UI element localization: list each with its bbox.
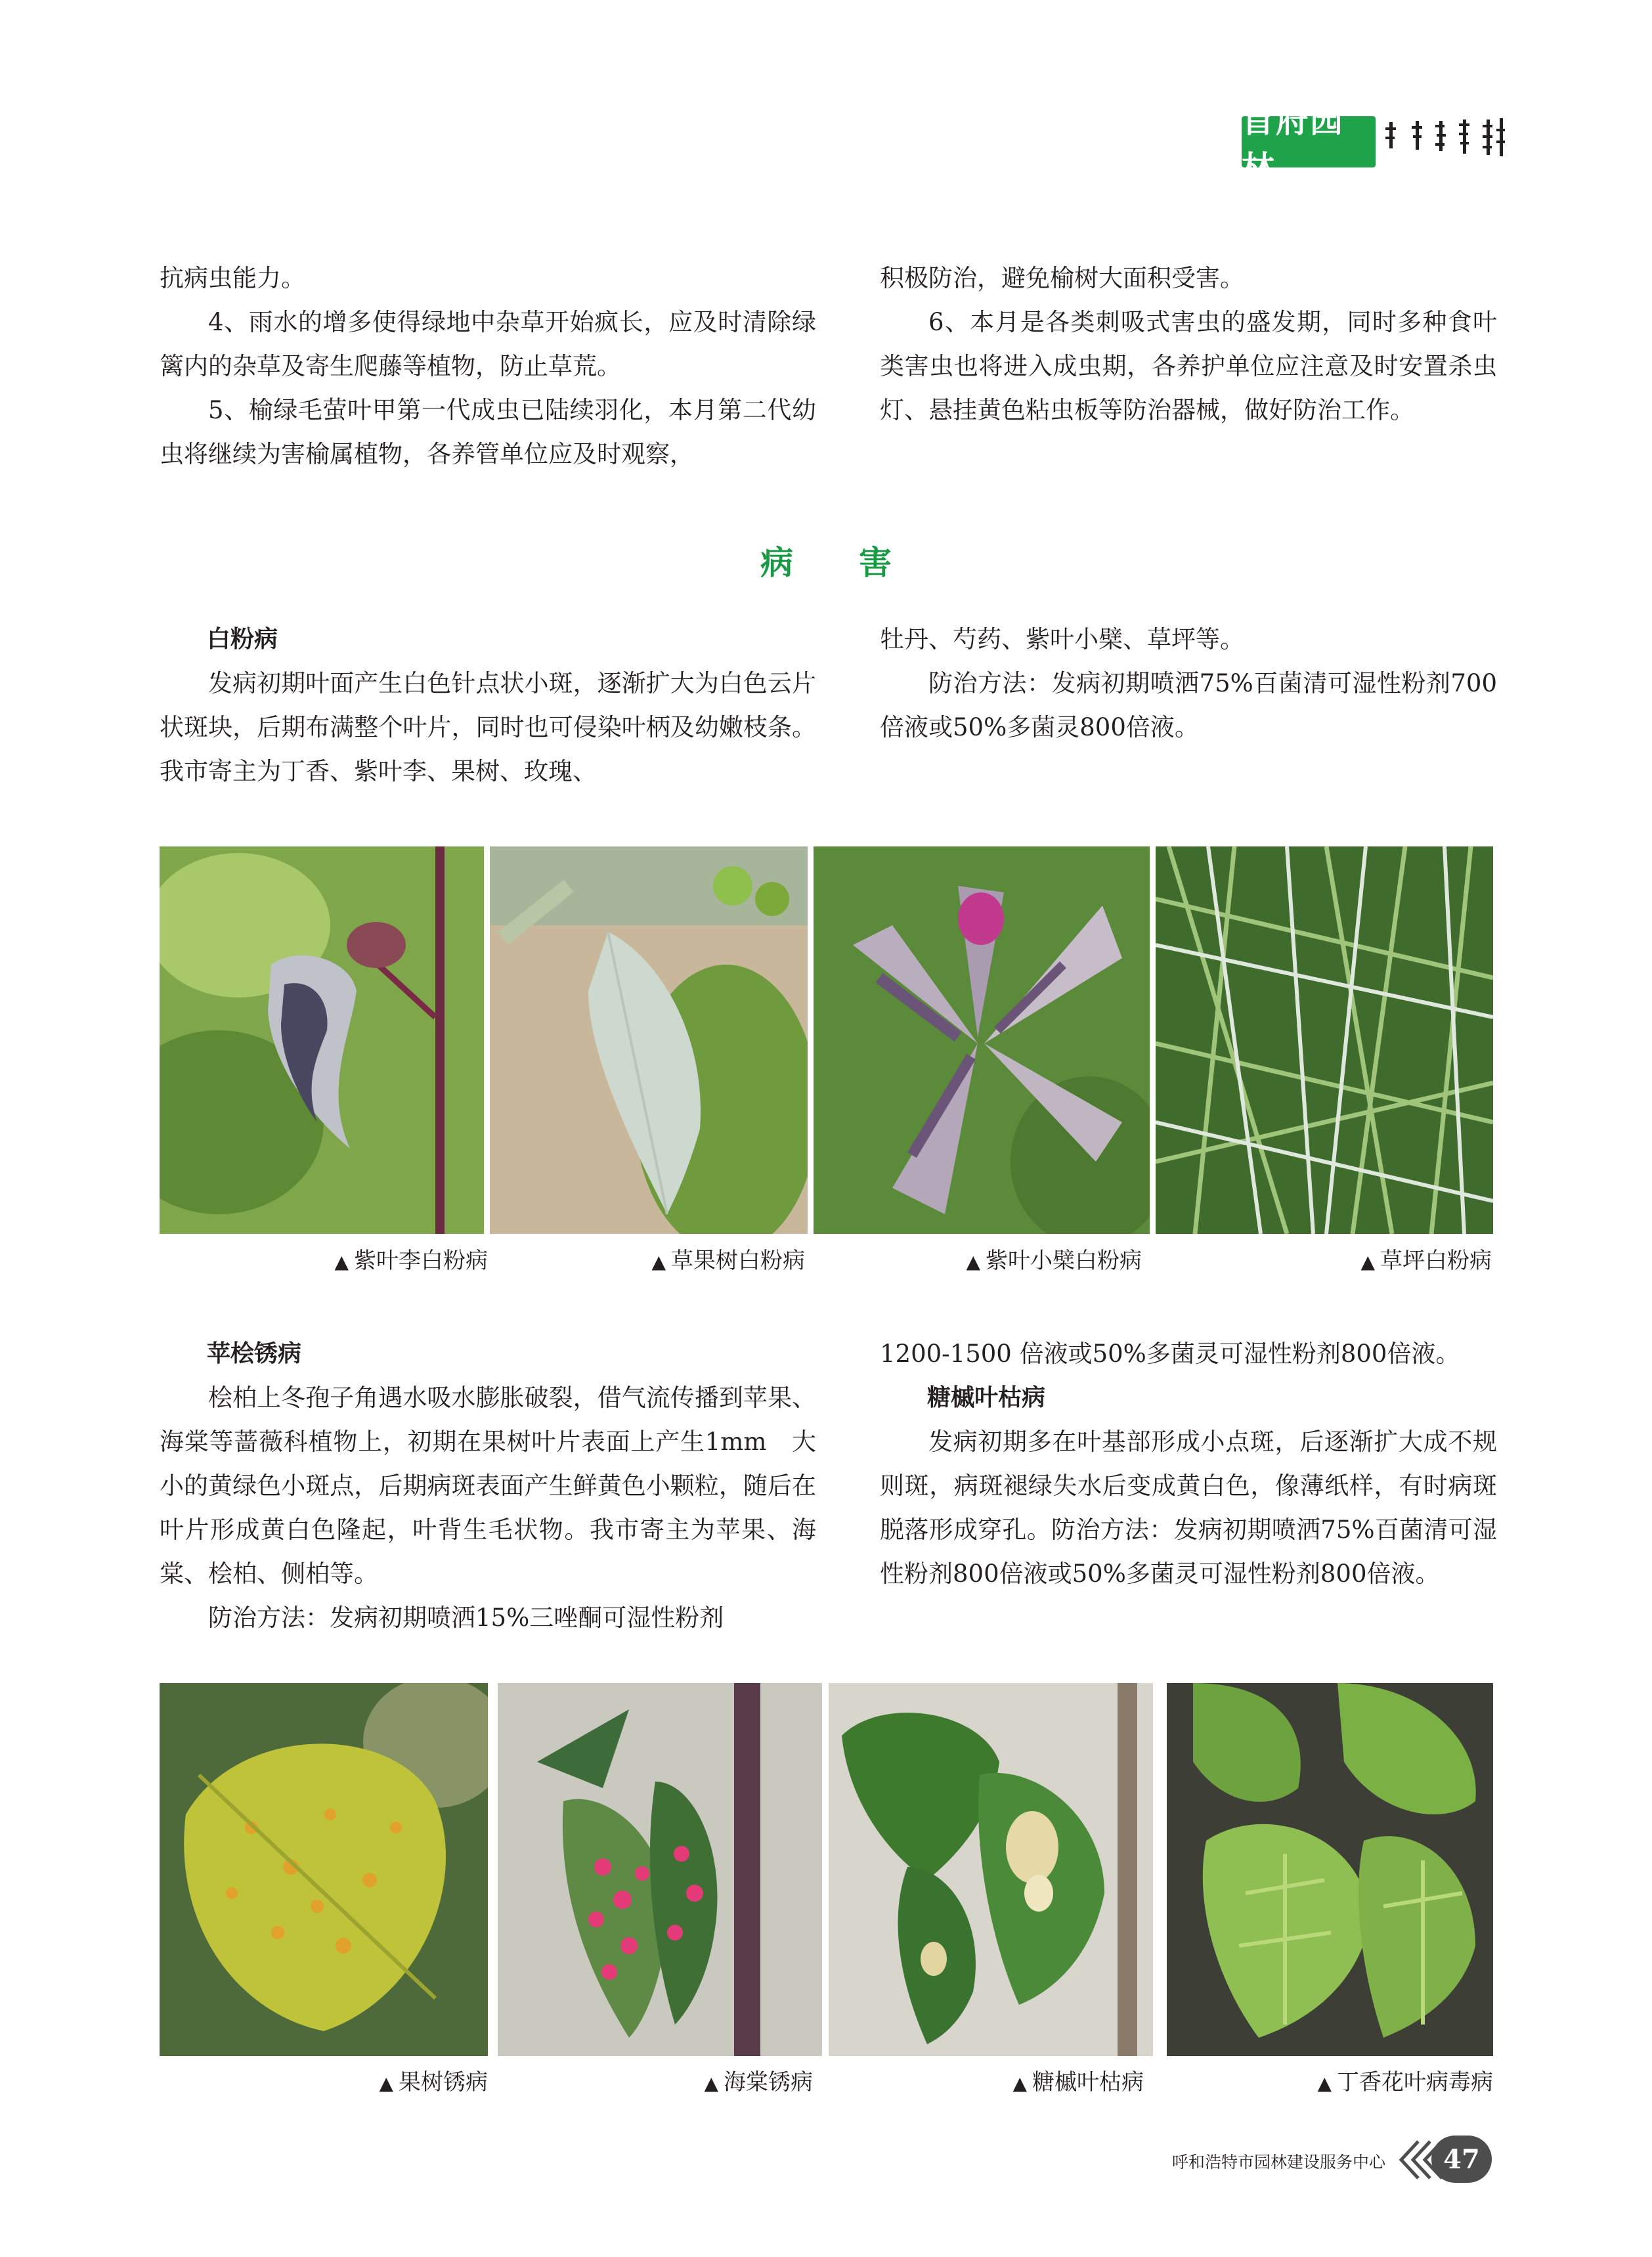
paragraph: 4、雨水的增多使得绿地中杂草开始疯长，应及时清除绿篱内的杂草及寄生爬藤等植物，防止草荒。 [160, 308, 816, 380]
triangle-icon: ▲ [704, 2072, 718, 2094]
photo-crabapple-rust [498, 1683, 822, 2056]
photo-lawn-powdery-mildew [1156, 846, 1493, 1234]
powdery-right-column [880, 617, 1497, 749]
caption-text: 果树锈病 [399, 2069, 488, 2095]
caption-text: 紫叶小檗白粉病 [986, 1248, 1142, 1274]
section-title-char: 病 [760, 544, 793, 582]
subsection-title: 白粉病 [207, 626, 278, 653]
rust-right-column [880, 1332, 1497, 1596]
powdery-left-column [160, 617, 816, 793]
paragraph: 积极防治，避免榆树大面积受害。 [880, 264, 1244, 292]
triangle-icon: ▲ [379, 2072, 393, 2094]
paragraph: 6、本月是各类刺吸式害虫的盛发期，同时多种食叶类害虫也将进入成虫期，各养护单位应注意及时安置杀虫灯、悬挂黄色粘虫板等防治器械，做好防治工作。 [880, 308, 1497, 424]
photo-fruit-tree-rust [160, 1683, 488, 2056]
mongolian-script-logo [1384, 117, 1506, 159]
caption [490, 1242, 805, 1275]
paragraph: 牡丹、芍药、紫叶小檗、草坪等。 [880, 625, 1244, 653]
magazine-logo: 首府园林 [1242, 116, 1376, 167]
triangle-icon: ▲ [1360, 1251, 1375, 1273]
paragraph: 抗病虫能力。 [160, 264, 305, 292]
photo-lilac-mosaic-virus [1167, 1683, 1493, 2056]
photo-maple-leaf-blight [829, 1683, 1153, 2056]
caption-text: 草坪白粉病 [1380, 1248, 1492, 1274]
caption-text: 紫叶李白粉病 [354, 1248, 488, 1274]
subsection-title: 糖槭叶枯病 [927, 1384, 1046, 1411]
triangle-icon: ▲ [1012, 2072, 1027, 2094]
caption [829, 2064, 1144, 2096]
rust-left-column [160, 1332, 816, 1640]
caption [814, 1242, 1142, 1275]
triangle-icon: ▲ [334, 1251, 349, 1273]
caption [160, 2064, 488, 2096]
paragraph: 发病初期叶面产生白色针点状小斑，逐渐扩大为白色云片状斑块，后期布满整个叶片，同时也可侵染叶柄及幼嫩枝条。我市寄主为丁香、紫叶李、果树、玫瑰、 [160, 669, 816, 785]
photo-barberry-powdery-mildew [814, 846, 1150, 1234]
subsection-title: 苹桧锈病 [207, 1340, 302, 1367]
paragraph: 防治方法：发病初期喷洒75%百菌清可湿性粉剂700倍液或50%多菌灵800倍液。 [880, 669, 1497, 741]
footer-organization: 呼和浩特市园林建设服务中心 [1171, 2153, 1385, 2172]
top-left-column [160, 256, 816, 476]
paragraph: 1200-1500 倍液或50%多菌灵可湿性粉剂800倍液。 [880, 1340, 1460, 1368]
triangle-icon: ▲ [1317, 2072, 1332, 2094]
section-title-char: 害 [859, 544, 892, 582]
triangle-icon: ▲ [651, 1251, 666, 1273]
paragraph: 5、榆绿毛萤叶甲第一代成虫已陆续羽化，本月第二代幼虫将继续为害榆属植物，各养管单位应及时观察， [160, 396, 816, 468]
caption [1156, 1242, 1492, 1275]
caption [1167, 2064, 1493, 2096]
caption-text: 糖槭叶枯病 [1032, 2069, 1144, 2095]
triangle-icon: ▲ [966, 1251, 980, 1273]
top-right-column [880, 256, 1497, 432]
paragraph: 桧柏上冬孢子角遇水吸水膨胀破裂，借气流传播到苹果、海棠等蔷薇科植物上，初期在果树叶片表面上产生1mm 大小的黄绿色小斑点，后期病斑表面产生鲜黄色小颗粒，随后在叶片形成黄白色隆起，叶背生毛状物。我市寄主为苹果、海棠、桧柏、侧柏等。 [160, 1384, 816, 1588]
photo-purple-plum-powdery-mildew [160, 846, 484, 1234]
section-title [760, 537, 892, 583]
caption-text: 丁香花叶病毒病 [1337, 2069, 1493, 2095]
caption [160, 1242, 488, 1275]
paragraph: 发病初期多在叶基部形成小点斑，后逐渐扩大成不规则斑，病斑褪绿失水后变成黄白色，像薄纸样，有时病斑脱落形成穿孔。防治方法：发病初期喷洒75%百菌清可湿性粉剂800倍液或50%多菌灵可湿性粉剂800倍液。 [880, 1428, 1497, 1588]
caption [498, 2064, 813, 2096]
page-number: 47 [1431, 2136, 1492, 2183]
caption-text: 海棠锈病 [724, 2069, 813, 2095]
photo-crabapple-powdery-mildew [490, 846, 808, 1234]
paragraph: 防治方法：发病初期喷洒15%三唑酮可湿性粉剂 [208, 1604, 724, 1632]
caption-text: 草果树白粉病 [671, 1248, 805, 1274]
